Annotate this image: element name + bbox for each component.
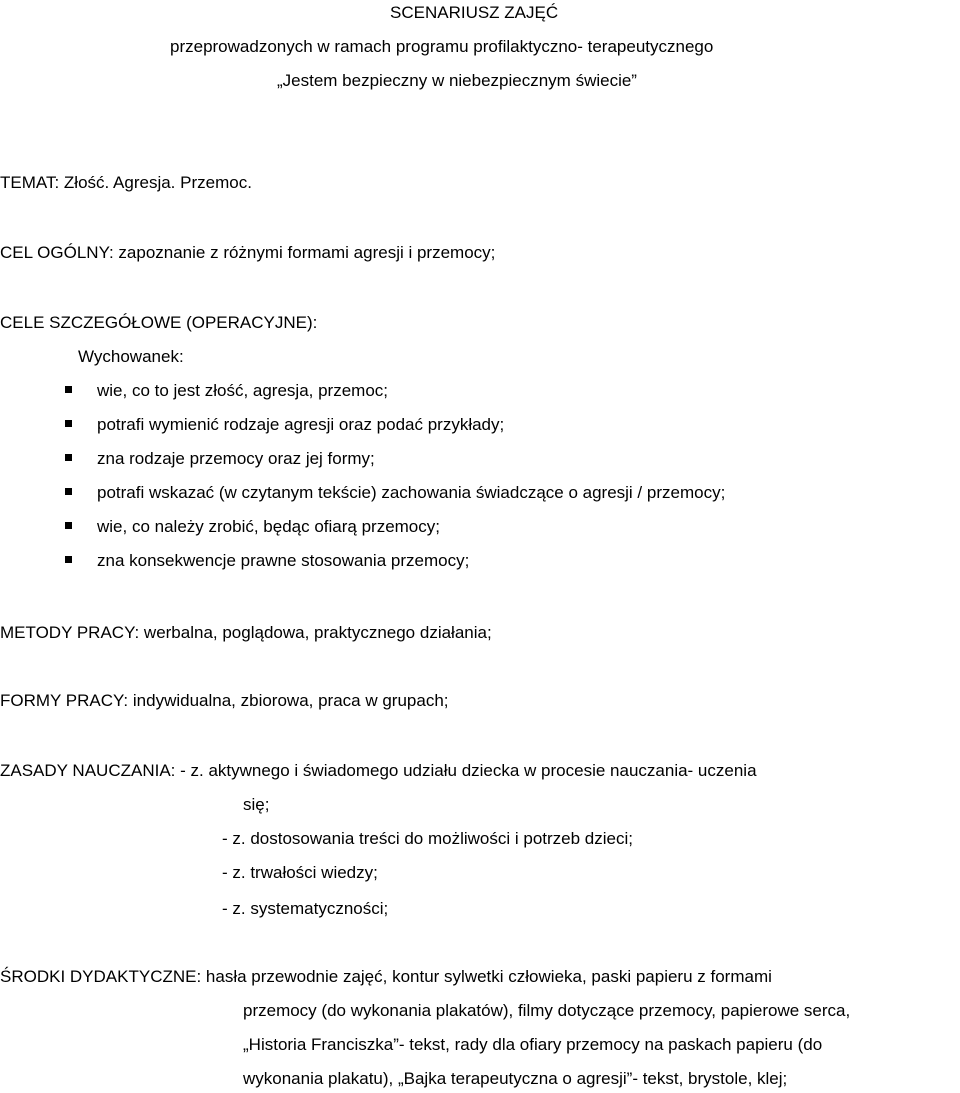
bullet-square-icon (65, 522, 72, 529)
specific-goals-heading: CELE SZCZEGÓŁOWE (OPERACYJNE): (0, 313, 318, 332)
document-subtitle: przeprowadzonych w ramach programu profilaktyczno- terapeutycznego (170, 37, 714, 56)
teaching-aids-line: przemocy (do wykonania plakatów), filmy dotyczące przemocy, papierowe serca, (243, 1001, 851, 1020)
teaching-aids-line: „Historia Franciszka”- tekst, rady dla ofiary przemocy na paskach papieru (do (243, 1035, 823, 1054)
list-item-text: zna rodzaje przemocy oraz jej formy; (97, 449, 375, 468)
list-item-text: wie, co to jest złość, agresja, przemoc; (97, 381, 389, 400)
list-item-text: zna konsekwencje prawne stosowania przemocy; (97, 551, 470, 570)
forms-line: FORMY PRACY: indywidualna, zbiorowa, praca w grupach; (0, 691, 449, 710)
bullet-square-icon (65, 488, 72, 495)
list-item-text: potrafi wymienić rodzaje agresji oraz podać przykłady; (97, 415, 505, 434)
teaching-aids-line: wykonania plakatu), „Bajka terapeutyczna o agresji”- tekst, brystole, klej; (243, 1069, 788, 1088)
principles-line: ZASADY NAUCZANIA: - z. aktywnego i świadomego udziału dziecka w procesie nauczania- uczenia (0, 761, 757, 780)
program-name: „Jestem bezpieczny w niebezpiecznym świecie” (277, 71, 637, 90)
specific-goals-subject: Wychowanek: (78, 347, 184, 366)
bullet-square-icon (65, 386, 72, 393)
teaching-aids-line: ŚRODKI DYDAKTYCZNE: hasła przewodnie zajęć, kontur sylwetki człowieka, paski papieru z formami (0, 967, 772, 986)
bullet-square-icon (65, 556, 72, 563)
document-title: SCENARIUSZ ZAJĘĆ (390, 3, 559, 22)
list-item-text: potrafi wskazać (w czytanym tekście) zachowania świadczące o agresji / przemocy; (97, 483, 726, 502)
bullet-square-icon (65, 420, 72, 427)
methods-line: METODY PRACY: werbalna, poglądowa, praktycznego działania; (0, 623, 492, 642)
principles-line: - z. systematyczności; (222, 899, 389, 918)
topic-line: TEMAT: Złość. Agresja. Przemoc. (0, 173, 252, 192)
list-item-text: wie, co należy zrobić, będąc ofiarą przemocy; (97, 517, 440, 536)
principles-line: - z. dostosowania treści do możliwości i potrzeb dzieci; (222, 829, 633, 848)
principles-line: - z. trwałości wiedzy; (222, 863, 378, 882)
general-goal-line: CEL OGÓLNY: zapoznanie z różnymi formami agresji i przemocy; (0, 243, 496, 262)
bullet-square-icon (65, 454, 72, 461)
principles-line-continuation: się; (243, 795, 270, 814)
